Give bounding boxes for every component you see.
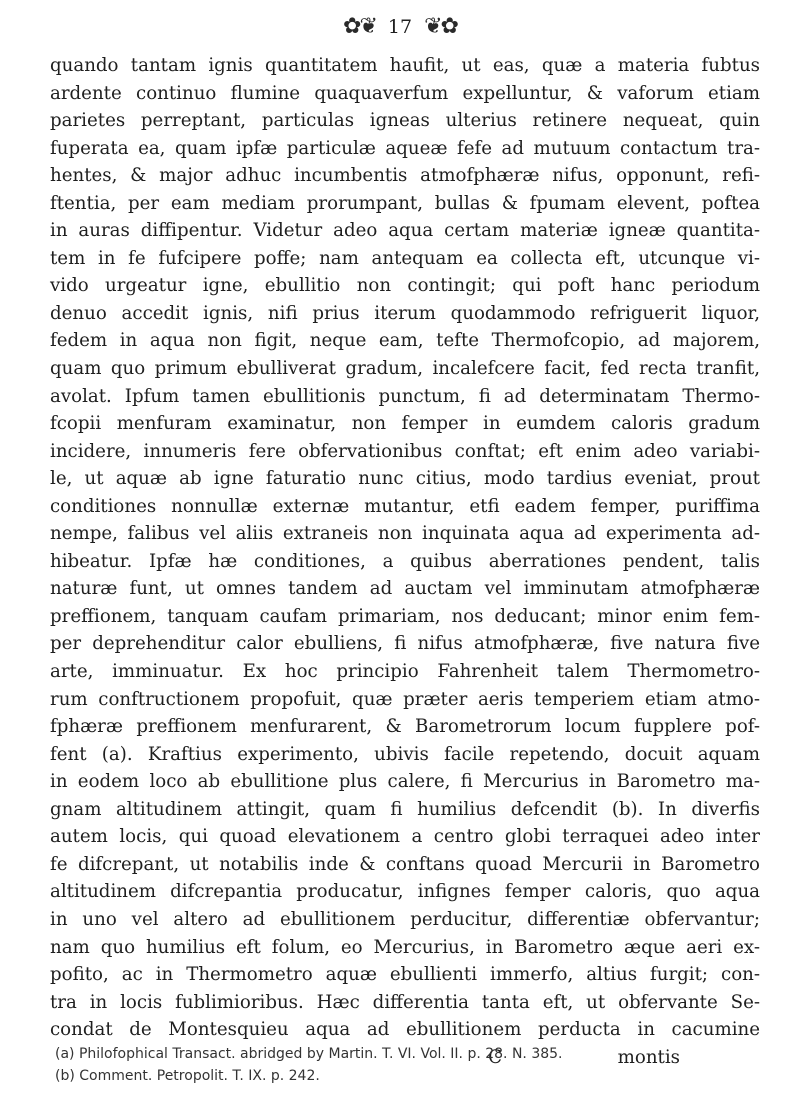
text-line: ftentia, per eam mediam prorumpant, bullas & fpumam elevent, poftea	[50, 192, 760, 214]
footnotes	[55, 1043, 755, 1087]
text-line: autem locis, qui quoad elevationem a centro globi terraquei adeo inter	[50, 826, 760, 848]
text-line: per deprehenditur calor ebulliens, fi nifus atmofphæræ, five natura five	[50, 633, 760, 655]
text-line: parietes perreptant, particulas igneas ulterius retinere nequeat, quin	[50, 110, 760, 132]
right-ornament-icon: ❦✿	[424, 14, 457, 39]
text-line: in eodem loco ab ebullitione plus calere, fi Mercurius in Barometro ma-	[50, 771, 760, 793]
main-text	[50, 52, 760, 1071]
text-line: fphæræ preffionem menfurarent, & Barometrorum locum fupplere pof-	[50, 716, 760, 738]
text-line: tem in fe fufcipere poffe; nam antequam ea collecta eft, utcunque vi-	[50, 247, 760, 269]
text-line: fedem in aqua non figit, neque eam, tefte Thermofcopio, ad majorem,	[50, 330, 760, 352]
text-line: fuperata ea, quam ipfæ particulæ aqueæ fefe ad mutuum contactum tra-	[50, 137, 760, 159]
text-line: nempe, falibus vel aliis extraneis non inquinata aqua ad experimenta ad-	[50, 523, 760, 545]
text-line: naturæ funt, ut omnes tandem ad auctam vel imminutam atmofphæræ	[50, 578, 760, 600]
text-line: nam quo humilius eft folum, eo Mercurius, in Barometro æque aeri ex-	[50, 936, 760, 958]
text-line: in auras diffipentur. Videtur adeo aqua certam materiæ igneæ quantita-	[50, 220, 760, 242]
text-line: rum conftructionem propofuit, quæ præter aeris temperiem etiam atmo-	[50, 688, 760, 710]
text-line: condat de Montesquieu aqua ad ebullitionem perducta in cacumine	[50, 1019, 760, 1041]
text-line: pofito, ac in Thermometro aquæ ebullienti immerfo, altius furgit; con-	[50, 964, 760, 986]
text-line: in uno vel altero ad ebullitionem perducitur, differentiæ obfervantur;	[50, 908, 760, 930]
page-number: 17	[387, 15, 413, 38]
text-line: quando tantam ignis quantitatem haufit, ut eas, quæ a materia fubtus	[50, 55, 760, 76]
text-line: fe difcrepant, ut notabilis inde & conftans quoad Mercurii in Barometro	[50, 853, 760, 875]
signature-catchword: C montis	[488, 1046, 680, 1068]
text-line: quam quo primum ebulliverat gradum, incalefcere facit, fed recta tranfit,	[50, 358, 760, 380]
left-ornament-icon: ✿❦	[343, 14, 376, 39]
text-line: avolat. Ipfum tamen ebullitionis punctum, fi ad determinatam Thermo-	[50, 385, 760, 407]
text-line: ardente continuo flumine quaquaverfum expelluntur, & vaforum etiam	[50, 82, 760, 104]
text-line: hibeatur. Ipfæ hæ conditiones, a quibus aberrationes pendent, talis	[50, 550, 760, 572]
text-line: gnam altitudinem attingit, quam fi humilius defcendit (b). In diverfis	[50, 798, 760, 820]
running-header	[0, 14, 800, 39]
text-line: tra in locis fublimioribus. Hæc differentia tanta eft, ut obfervante Se-	[50, 991, 760, 1013]
text-line: conditiones nonnullæ externæ mutantur, etfi eadem femper, puriffima	[50, 495, 760, 517]
footnote-b: (b) Comment. Petropolit. T. IX. p. 242.	[55, 1068, 320, 1084]
text-line: denuo accedit ignis, nifi prius iterum quodammodo refriguerit liquor,	[50, 302, 760, 324]
text-line: hentes, & major adhuc incumbentis atmofphæræ nifus, opponunt, refi-	[50, 165, 760, 187]
text-line: altitudinem difcrepantia producatur, infignes femper caloris, quo aqua	[50, 881, 760, 903]
footnote-a: (a) Philofophical Transact. abridged by Martin. T. VI. Vol. II. p. 28. N. 385.	[55, 1046, 563, 1062]
text-line: fcopii menfuram examinatur, non femper in eumdem caloris gradum	[50, 413, 760, 435]
text-line: preffionem, tanquam caufam primariam, nos deducant; minor enim fem-	[50, 605, 760, 627]
text-line: arte, imminuatur. Ex hoc principio Fahrenheit talem Thermometro-	[50, 661, 760, 683]
text-line: le, ut aquæ ab igne faturatio nunc citius, modo tardius eveniat, prout	[50, 468, 760, 490]
text-line: incidere, innumeris fere obfervationibus conftat; eft enim adeo variabi-	[50, 440, 760, 462]
text-line: fent (a). Kraftius experimento, ubivis facile repetendo, docuit aquam	[50, 743, 760, 765]
text-line: vido urgeatur igne, ebullitio non contingit; qui poft hanc periodum	[50, 275, 760, 297]
